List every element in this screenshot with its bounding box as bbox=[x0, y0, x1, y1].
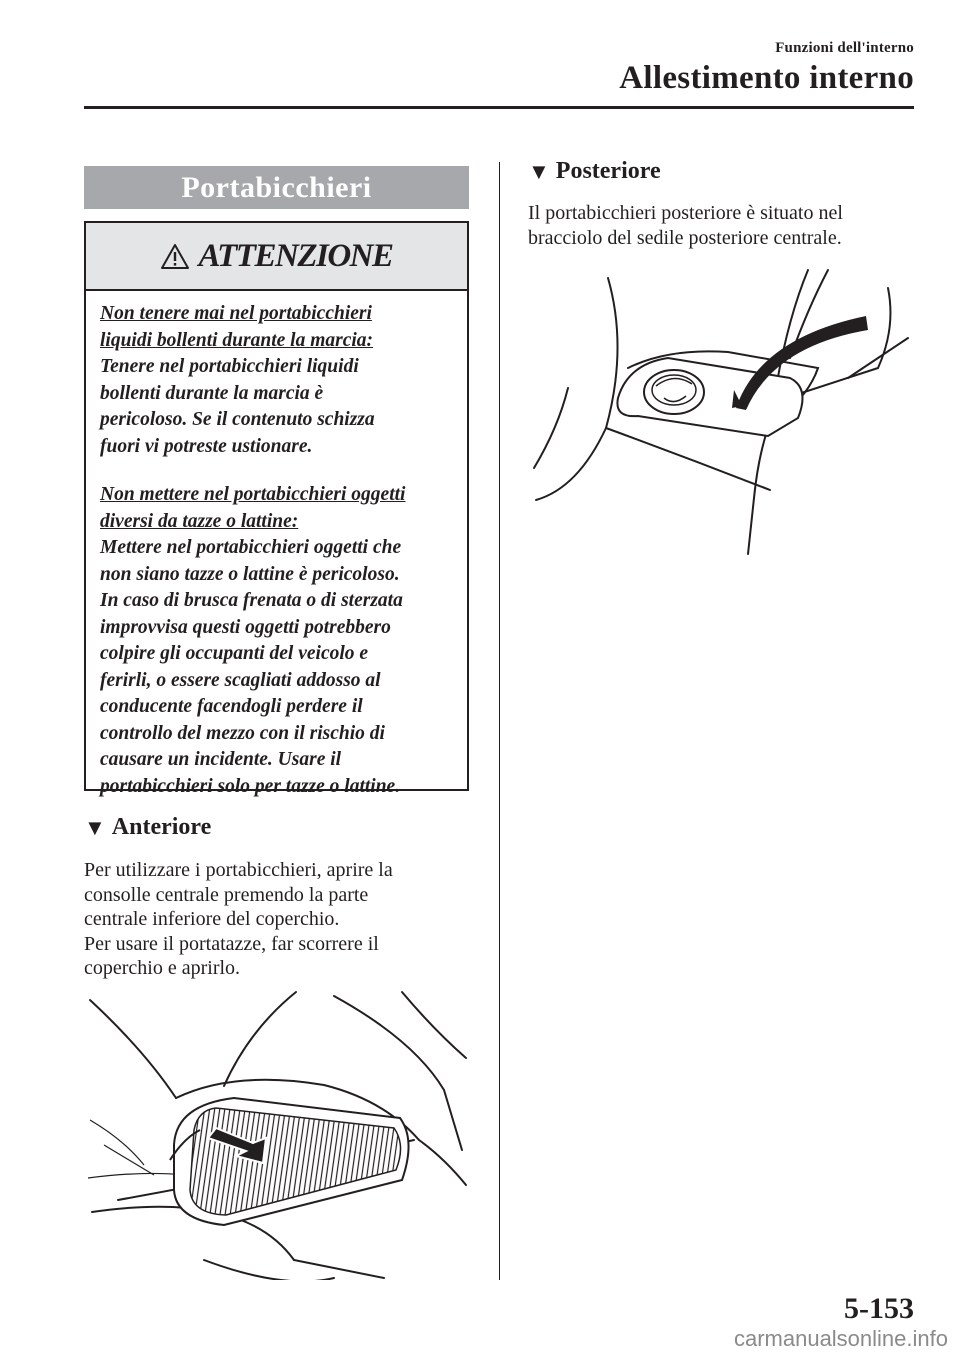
column-divider bbox=[499, 162, 500, 1280]
front-heading-text: Anteriore bbox=[111, 814, 212, 840]
watermark: carmanualsonline.info bbox=[733, 1326, 948, 1351]
warning-body bbox=[86, 291, 467, 800]
front-line: coperchio e aprirlo. bbox=[84, 957, 241, 979]
front-paragraph bbox=[84, 858, 484, 981]
warning-2-body: controllo del mezzo con il rischio di bbox=[100, 722, 385, 744]
triangle-bullet-icon: ▼ bbox=[528, 158, 550, 184]
warning-triangle-icon bbox=[160, 243, 190, 270]
warning-2-body: conducente facendogli perdere il bbox=[100, 696, 363, 717]
warning-1-body: bollenti durante la marcia è bbox=[100, 382, 324, 404]
rear-line: Il portabicchieri posteriore è situato nel bbox=[528, 202, 843, 224]
front-console-illustration bbox=[84, 990, 470, 1280]
warning-2-body: Mettere nel portabicchieri oggetti che bbox=[100, 537, 402, 558]
rear-paragraph bbox=[528, 201, 938, 250]
warning-2-body: colpire gli occupanti del veicolo e bbox=[100, 643, 369, 664]
warning-2-body: portabicchieri solo per tazze o lattine. bbox=[100, 775, 401, 797]
warning-header bbox=[86, 223, 467, 291]
section-title: Allestimento interno bbox=[619, 60, 914, 96]
warning-2-heading: Non mettere nel portabicchieri oggetti bbox=[100, 484, 406, 505]
warning-1-heading: liquidi bollenti durante la marcia: bbox=[100, 329, 374, 351]
warning-2-heading: diversi da tazze o lattine: bbox=[100, 510, 299, 532]
warning-2-body: causare un incidente. Usare il bbox=[100, 749, 342, 770]
warning-1-body: pericoloso. Se il contenuto schizza bbox=[100, 409, 375, 430]
warning-2-body: improvvisa questi oggetti potrebbero bbox=[100, 616, 391, 638]
section-banner: Portabicchieri bbox=[84, 166, 469, 209]
front-heading bbox=[84, 814, 211, 841]
front-line: consolle centrale premendo la parte bbox=[84, 883, 369, 906]
front-line: centrale inferiore del coperchio. bbox=[84, 908, 340, 930]
rear-line: bracciolo del sedile posteriore centrale. bbox=[528, 226, 842, 249]
rear-heading-text: Posteriore bbox=[555, 158, 661, 184]
warning-title: ATTENZIONE bbox=[198, 237, 393, 274]
rear-armrest-illustration bbox=[528, 268, 914, 558]
page-number: 5-153 bbox=[844, 1292, 914, 1325]
front-line: Per usare il portatazze, far scorrere il bbox=[84, 932, 379, 955]
warning-box bbox=[84, 221, 469, 797]
warning-1-body: fuori vi potreste ustionare. bbox=[100, 435, 313, 457]
rear-heading bbox=[528, 158, 661, 185]
warning-2-body: ferirli, o essere scagliati addosso al bbox=[100, 669, 381, 691]
warning-1-heading: Non tenere mai nel portabicchieri bbox=[100, 303, 372, 324]
front-line: Per utilizzare i portabicchieri, aprire la bbox=[84, 859, 393, 881]
warning-1-body: Tenere nel portabicchieri liquidi bbox=[100, 356, 359, 377]
warning-2-body: non siano tazze o lattine è pericoloso. bbox=[100, 563, 400, 585]
chapter-label: Funzioni dell'interno bbox=[775, 40, 914, 56]
warning-2-body: In caso di brusca frenata o di sterzata bbox=[100, 590, 403, 611]
header-rule bbox=[84, 106, 914, 109]
triangle-bullet-icon: ▼ bbox=[84, 814, 106, 840]
